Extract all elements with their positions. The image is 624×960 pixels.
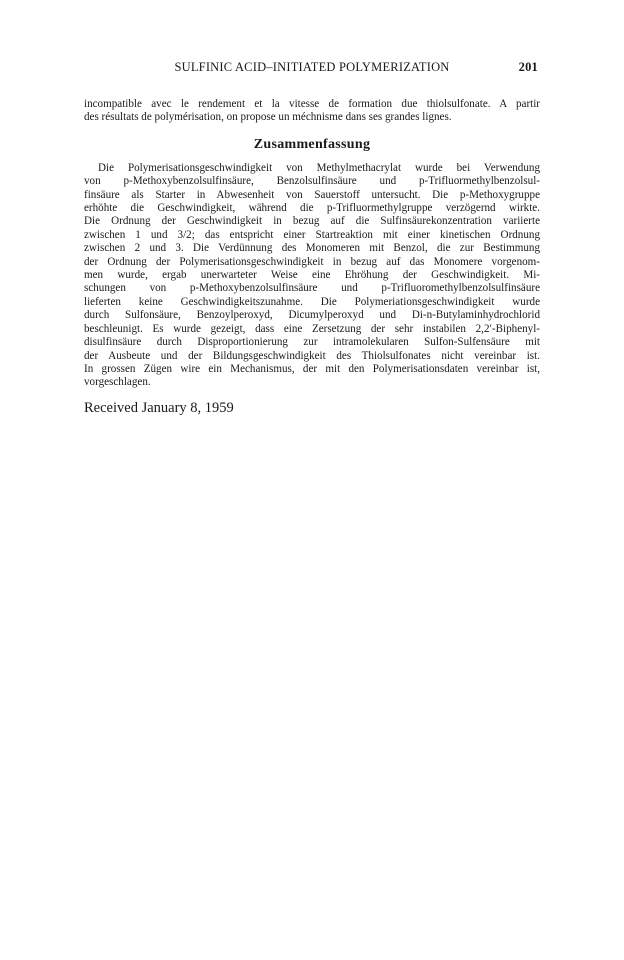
- text-line: incompatible avec le rendement et la vitesse de formation due thiolsulfonate. A partir: [84, 98, 540, 110]
- text-line: lieferten keine Geschwindigkeitszunahme. Die Polymeriationsgeschwindigkeit wurde: [84, 295, 540, 308]
- text-line: zwischen 2 und 3. Die Verdünnung des Monomeren mit Benzol, die zur Bestimmung: [84, 242, 540, 255]
- text-line: des résultats de polymérisation, on propose un méchnisme dans ses grandes lignes.: [84, 111, 452, 124]
- text-line: beschleunigt. Es wurde gezeigt, dass eine Zersetzung der sehr instabilen 2,2′-Biphenyl-: [84, 322, 540, 335]
- text-line: men wurde, ergab unerwarteter Weise eine Ehröhung der Geschwindigkeit. Mi-: [84, 269, 540, 282]
- text-line: erhöhte die Geschwindigkeit, während die p-Trifluormethylgruppe verzögernd wirkte.: [84, 202, 540, 215]
- text-line: finsäure als Starter in Abwesenheit von Sauerstoff untersucht. Die p-Methoxygruppe: [84, 188, 540, 201]
- running-title: SULFINIC ACID–INITIATED POLYMERIZATION: [174, 60, 450, 74]
- text-line: der Ordnung der Polymerisationsgeschwindigkeit in bezug auf das Monomere vorgenom-: [84, 255, 540, 268]
- text-line: vorgeschlagen.: [84, 376, 151, 389]
- text-line: disulfinsäure durch Disproportionierung zur intramolekularen Sulfon-Sulfensäure mit: [84, 336, 540, 349]
- text-line: durch Sulfonsäure, Benzoylperoxyd, Dicumylperoxyd und Di-n-Butylaminhydrochlorid: [84, 309, 540, 322]
- french-summary-continuation: [84, 98, 540, 125]
- received-date: Received January 8, 1959: [84, 399, 234, 416]
- text-line: zwischen 1 und 3/2; das entspricht einer Startreaktion mit einer kinetischen Ordnung: [84, 228, 540, 241]
- section-heading-zusammenfassung: Zusammenfassung: [253, 136, 371, 152]
- page-number: 201: [518, 60, 538, 74]
- text-line: von p-Methoxybenzolsulfinsäure, Benzolsulfinsäure und p-Trifluormethylbenzolsul-: [84, 175, 540, 188]
- german-summary-paragraph: [84, 162, 540, 390]
- running-header: [84, 60, 540, 76]
- text-line: Die Ordnung der Geschwindigkeit in bezug auf die Sulfinsäurekonzentration variierte: [84, 215, 540, 228]
- text-line: In grossen Zügen wire ein Mechanismus, der mit den Polymerisationsdaten vereinbar ist,: [84, 362, 540, 375]
- text-line: Die Polymerisationsgeschwindigkeit von Methylmethacrylat wurde bei Verwendung: [98, 161, 540, 174]
- text-line: schungen von p-Methoxybenzolsulfinsäure und p-Trifluoromethylbenzolsulfinsäure: [84, 282, 540, 295]
- text-line: der Ausbeute und der Bildungsgeschwindigkeit des Thiolsulfonates nicht vereinbar ist.: [84, 349, 540, 362]
- page: [84, 60, 540, 417]
